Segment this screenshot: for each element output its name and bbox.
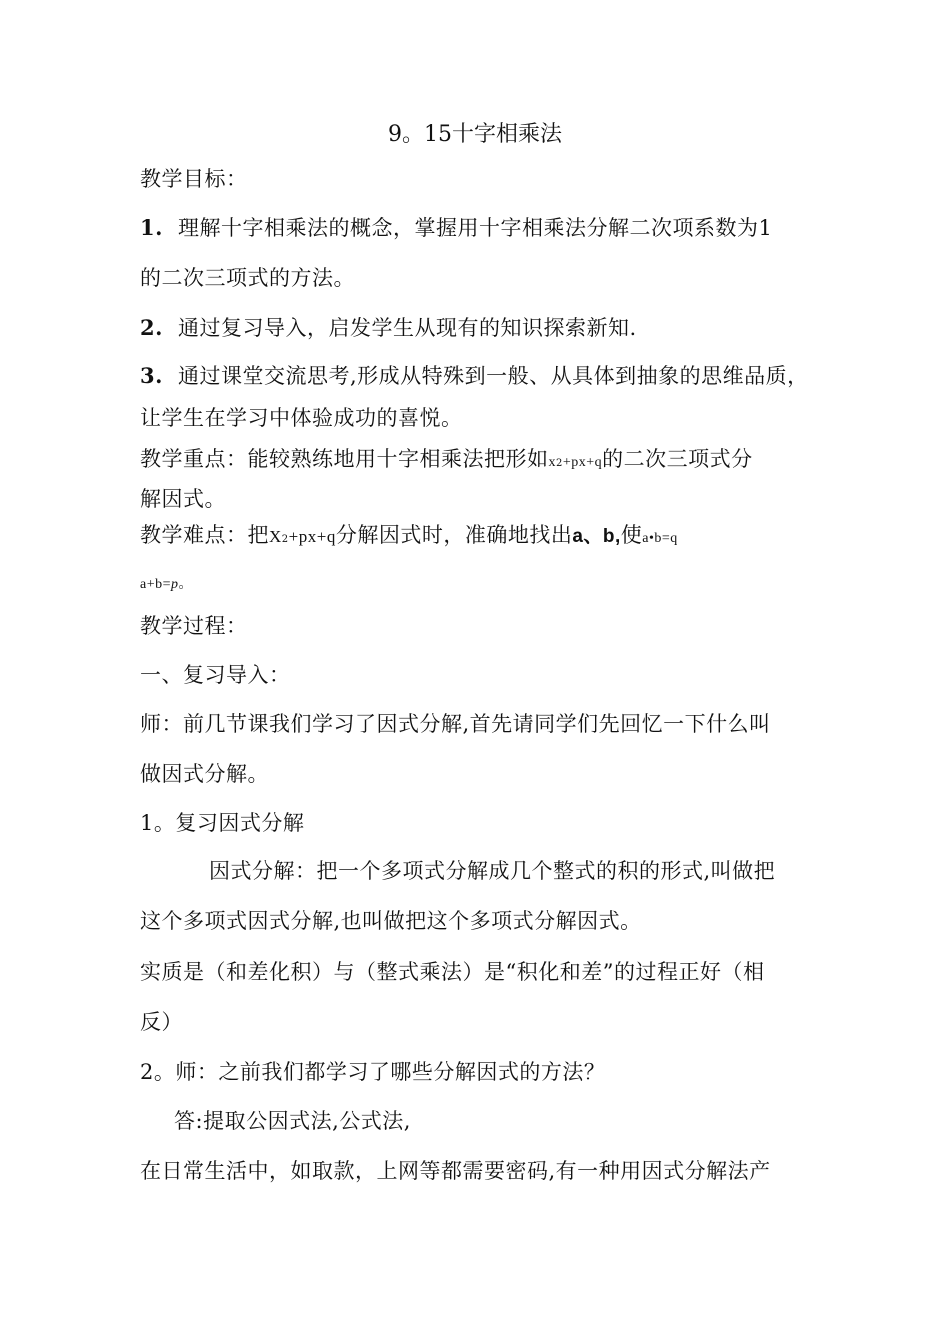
key-point-expr-x: x [548, 455, 556, 470]
essence-line-1: 实质是（和差化积）与（整式乘法）是“积化和差”的过程正好（相 [140, 960, 765, 984]
process-heading: 教学过程： [140, 614, 248, 638]
objective-2-text: 通过复习导入，启发学生从现有的知识探索新知. [178, 316, 637, 340]
difficulty-expr-sup: 2 [281, 534, 289, 545]
objective-3-text: 通过课堂交流思考,形成从特殊到一般、从具体到抽象的思维品质， [178, 364, 809, 388]
difficulty-cond-1: a•b=q [642, 531, 678, 546]
difficulty-ab: a、b, [572, 526, 621, 547]
definition-line-2: 这个多项式因式分解,也叫做把这个多项式分解因式。 [140, 909, 642, 933]
essence-line-2: 反） [140, 1010, 183, 1034]
objective-3-line-1 [140, 362, 809, 390]
closing-line: 在日常生活中，如取款，上网等都需要密码,有一种用因式分解法产 [140, 1159, 771, 1183]
objectives-heading: 教学目标： [140, 167, 248, 191]
key-point-tail: 的二次三项式分 [602, 447, 753, 471]
difficulty-line-1 [140, 521, 678, 554]
objective-1-number: 1. [140, 215, 163, 240]
difficulty-expr-x: X [269, 527, 282, 546]
teacher-question-1-line-2: 做因式分解。 [140, 762, 269, 786]
difficulty-mid: 分解因式时，准确地找出 [335, 523, 573, 547]
key-point-line-1 [140, 445, 753, 478]
item-1-heading: 1。复习因式分解 [140, 811, 305, 835]
section-1-heading: 一、复习导入： [140, 663, 291, 687]
objective-1-line-2: 的二次三项式的方法。 [140, 266, 355, 290]
difficulty-make: 使 [620, 523, 643, 547]
key-point-expr-sup: 2 [556, 458, 563, 469]
difficulty-cond-2-end: 。 [178, 577, 194, 592]
item-2-question: 2。师：之前我们都学习了哪些分解因式的方法？ [140, 1060, 606, 1084]
key-point-expr-rest: +px+q [562, 455, 603, 470]
page-title: 9。15十字相乘法 [388, 122, 562, 147]
difficulty-label: 教学难点：把 [140, 523, 269, 547]
key-point-line-2: 解因式。 [140, 487, 226, 511]
objective-1-line-1 [140, 214, 772, 242]
objective-2 [140, 314, 637, 342]
definition-line-1: 因式分解：把一个多项式分解成几个整式的积的形式,叫做把 [209, 859, 776, 883]
objective-2-number: 2. [140, 315, 163, 340]
difficulty-expr-rest: +px+q [288, 527, 336, 546]
objective-3-number: 3. [140, 363, 163, 388]
difficulty-cond-2-p: p [171, 577, 179, 592]
difficulty-cond-2: a+b= [140, 577, 172, 592]
objective-1-text: 理解十字相乘法的概念，掌握用十字相乘法分解二次项系数为1 [178, 216, 773, 240]
objective-3-line-2: 让学生在学习中体验成功的喜悦。 [140, 406, 463, 430]
key-point-label: 教学重点：能较熟练地用十字相乘法把形如 [140, 447, 549, 471]
answer-line: 答:提取公因式法,公式法, [174, 1109, 411, 1133]
teacher-question-1-line-1: 师：前几节课我们学习了因式分解,首先请同学们先回忆一下什么叫 [140, 712, 771, 736]
difficulty-line-2 [140, 567, 193, 599]
